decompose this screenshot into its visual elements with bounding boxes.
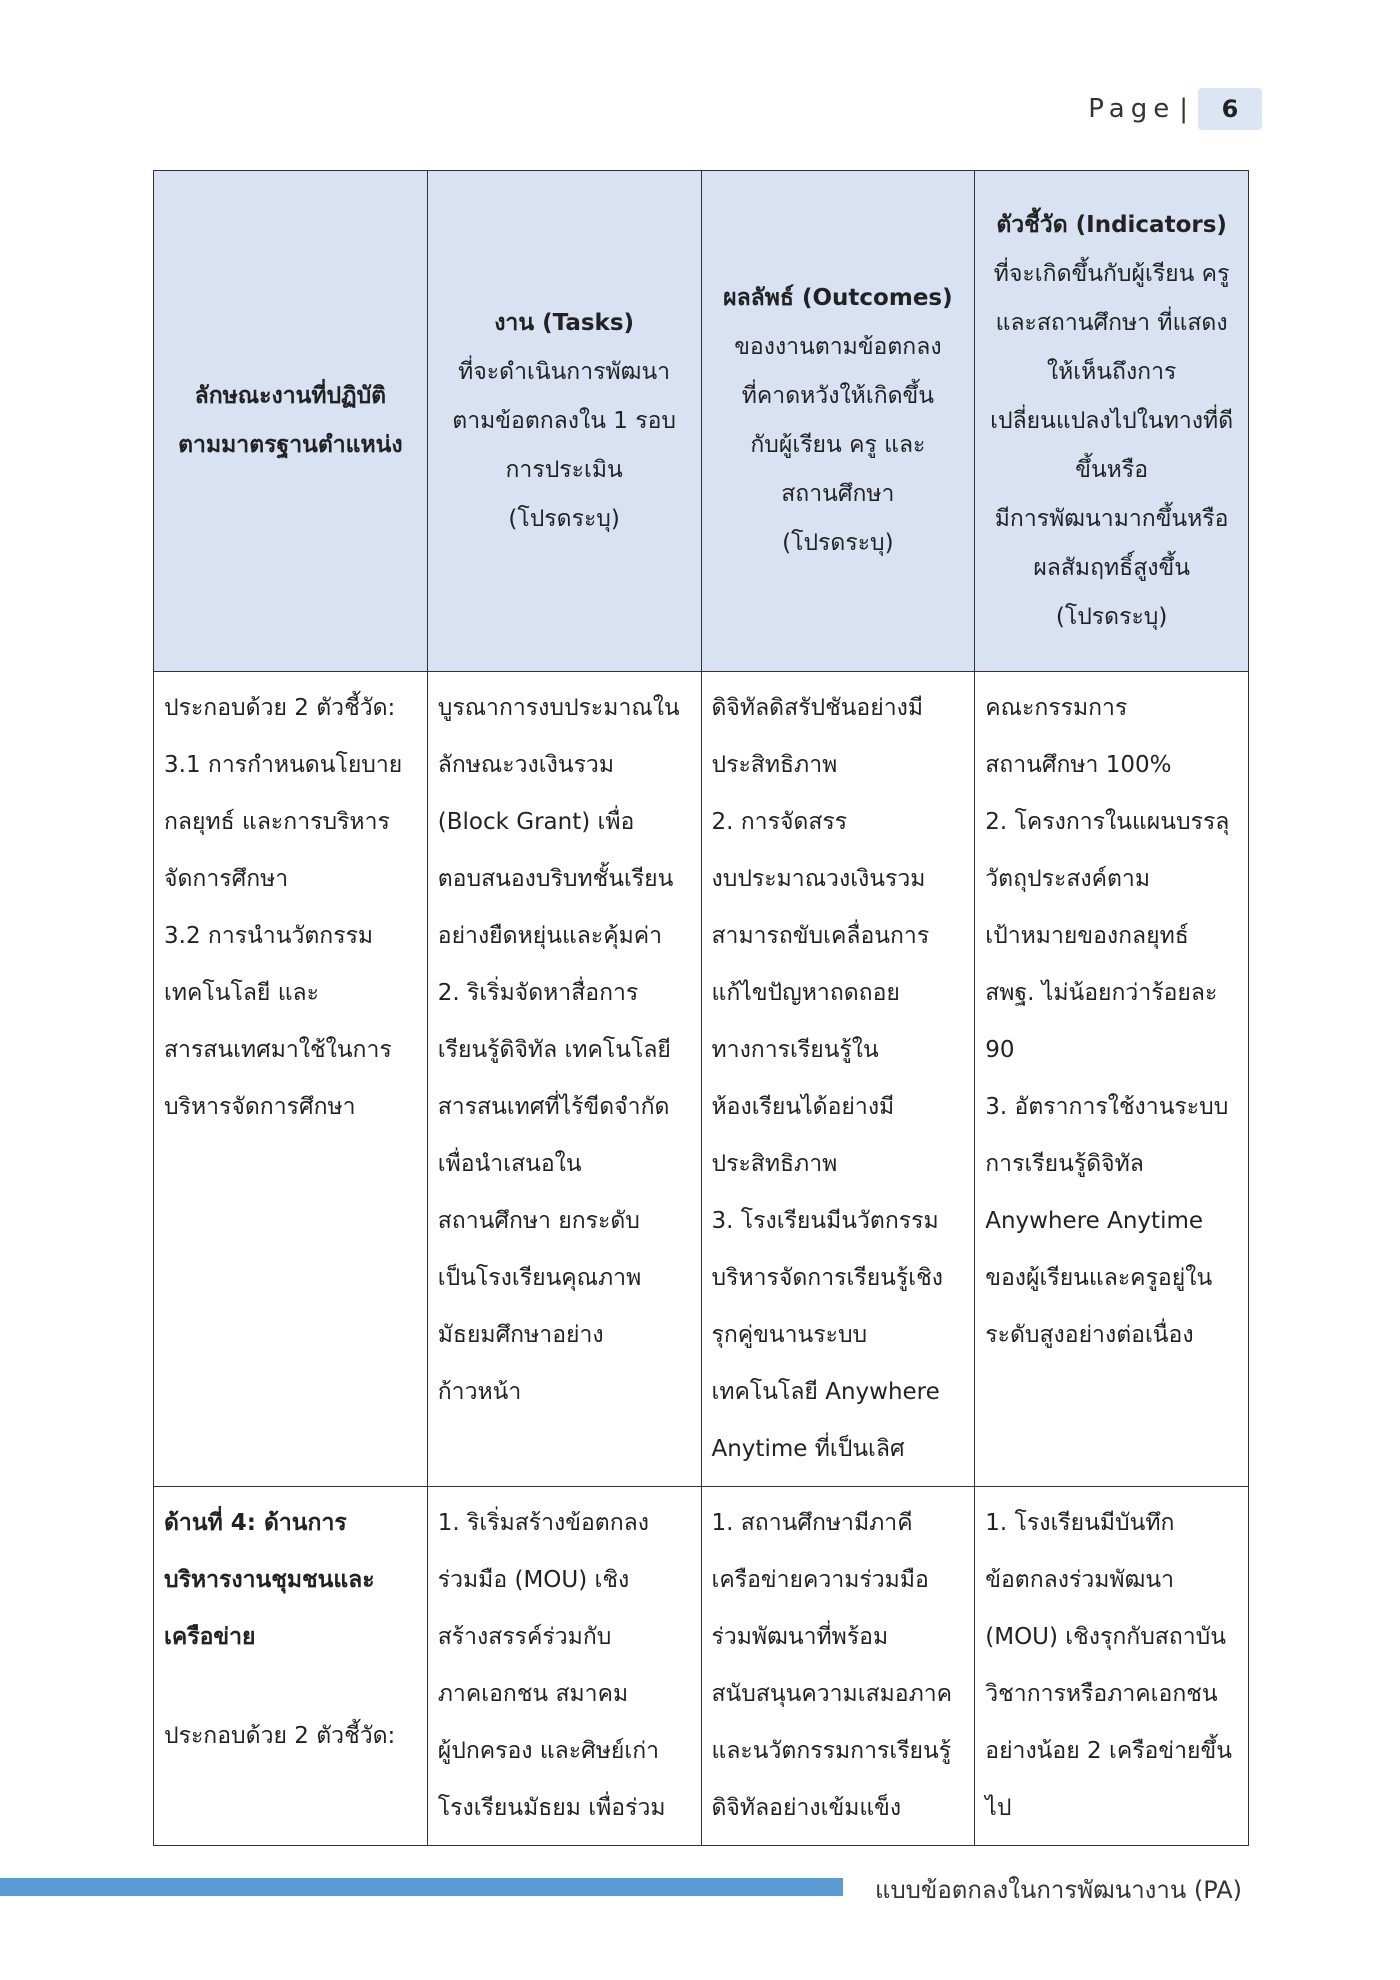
cell-line: ตอบสนองบริบทชั้นเรียน (437, 866, 674, 892)
table-cell (975, 1487, 1249, 1846)
header-line: ตัวชี้วัด (Indicators) (996, 211, 1227, 238)
cell-line: บริหารจัดการเรียนรู้เชิง (711, 1265, 943, 1291)
cell-line: คณะกรรมการ (985, 695, 1128, 721)
header-cell-indicators (975, 171, 1249, 672)
table-row (154, 1487, 1249, 1846)
cell-line: วัตถุประสงค์ตาม (985, 866, 1151, 892)
cell-line: ก้าวหน้า (437, 1379, 522, 1405)
page-header (1088, 88, 1262, 130)
header-line: ที่คาดหวังให้เกิดขึ้น (741, 383, 934, 409)
page-label: Page (1088, 94, 1176, 124)
cell-line: ประกอบด้วย 2 ตัวชี้วัด: (164, 695, 396, 721)
header-line: กับผู้เรียน ครู และ (750, 432, 926, 458)
table-cell (154, 1487, 428, 1846)
cell-line: 3. อัตราการใช้งานระบบ (985, 1094, 1229, 1120)
cell-line: ข้อตกลงร่วมพัฒนา (985, 1567, 1174, 1593)
cell-line: ด้านที่ 4: ด้านการ (164, 1510, 347, 1536)
header-line: การประเมิน (505, 456, 623, 483)
cell-line: บริหารงานชุมชนและ (164, 1567, 375, 1593)
cell-line: Anytime ที่เป็นเลิศ (711, 1436, 905, 1462)
cell-line: วิชาการหรือภาคเอกชน (985, 1681, 1218, 1707)
table-header-row (154, 171, 1249, 672)
header-line: ของงานตามข้อตกลง (734, 334, 942, 360)
cell-line: ของผู้เรียนและครูอยู่ใน (985, 1265, 1213, 1291)
cell-line: อย่างยืดหยุ่นและคุ้มค่า (437, 923, 663, 949)
footer-title: แบบข้อตกลงในการพัฒนางาน (PA) (874, 1876, 1242, 1904)
table-row (154, 672, 1249, 1487)
cell-line: กลยุทธ์ และการบริหาร (164, 809, 390, 835)
cell-line: สารสนเทศมาใช้ในการ (164, 1037, 392, 1063)
cell-line: ดิจิทัลอย่างเข้มแข็ง (711, 1795, 902, 1821)
header-line: ผลสัมฤทธิ์สูงขึ้น (1033, 554, 1190, 581)
cell-line: ระดับสูงอย่างต่อเนื่อง (985, 1322, 1194, 1348)
cell-line: ประสิทธิภาพ (711, 1151, 838, 1177)
cell-line: 1. ริเริ่มสร้างข้อตกลง (437, 1510, 649, 1536)
cell-line: 3. โรงเรียนมีนวัตกรรม (711, 1208, 939, 1234)
header-cell-tasks (427, 171, 701, 672)
cell-line: เป้าหมายของกลยุทธ์ (985, 923, 1189, 949)
cell-line: สารสนเทศที่ไร้ขีดจำกัด (437, 1094, 670, 1120)
cell-line: 1. โรงเรียนมีบันทึก (985, 1510, 1175, 1536)
cell-line: การเรียนรู้ดิจิทัล (985, 1151, 1144, 1177)
cell-line: สนับสนุนความเสมอภาค (711, 1681, 953, 1707)
cell-line: (Block Grant) เพื่อ (437, 809, 635, 835)
header-cell-outcomes (701, 171, 975, 672)
cell-line: ร่วมมือ (MOU) เชิง (437, 1567, 630, 1593)
header-line: งาน (Tasks) (494, 309, 635, 336)
header-line: เปลี่ยนแปลงไปในทางที่ดี (990, 407, 1234, 434)
cell-line: 2. โครงการในแผนบรรลุ (985, 809, 1230, 835)
cell-line: ลักษณะวงเงินรวม (437, 752, 615, 778)
pa-table (153, 170, 1249, 1846)
header-line: ตามข้อตกลงใน 1 รอบ (452, 407, 676, 434)
header-line: สถานศึกษา (781, 481, 895, 507)
header-line: (โปรดระบุ) (782, 530, 894, 556)
cell-line: สร้างสรรค์ร่วมกับ (437, 1624, 612, 1650)
cell-line: ประกอบด้วย 2 ตัวชี้วัด: (164, 1723, 396, 1749)
cell-line: บูรณาการงบประมาณใน (437, 695, 680, 721)
cell-line: 2. ริเริ่มจัดหาสื่อการ (437, 980, 639, 1006)
header-line: ลักษณะงานที่ปฏิบัติ (194, 383, 387, 409)
cell-line: เทคโนโลยี Anywhere (711, 1379, 940, 1405)
cell-line: สามารถขับเคลื่อนการ (711, 923, 930, 949)
cell-line: เพื่อนำเสนอใน (437, 1151, 582, 1177)
cell-line: เรียนรู้ดิจิทัล เทคโนโลยี (437, 1037, 671, 1063)
cell-line: โรงเรียนมัธยม เพื่อร่วม (437, 1795, 666, 1821)
cell-line: เป็นโรงเรียนคุณภาพ (437, 1265, 642, 1291)
cell-line: เครือข่าย (164, 1624, 256, 1650)
header-line: (โปรดระบุ) (508, 505, 620, 532)
cell-line: ทางการเรียนรู้ใน (711, 1037, 879, 1063)
header-line: มีการพัฒนามากขึ้นหรือ (994, 505, 1229, 532)
cell-line: 90 (985, 1037, 1015, 1063)
page-separator: | (1179, 94, 1188, 124)
cell-spacer (164, 1666, 417, 1708)
header-cell-standard (154, 171, 428, 672)
header-line: ที่จะดำเนินการพัฒนา (458, 358, 671, 385)
cell-line: แก้ไขปัญหาถดถอย (711, 980, 900, 1006)
cell-line: เครือข่ายความร่วมมือ (711, 1567, 929, 1593)
table-cell (975, 672, 1249, 1487)
table-cell (701, 672, 975, 1487)
cell-line: Anywhere Anytime (985, 1208, 1204, 1234)
cell-line: อย่างน้อย 2 เครือข่ายขึ้น (985, 1738, 1232, 1764)
cell-line: ผู้ปกครอง และศิษย์เก่า (437, 1738, 660, 1764)
header-line: และสถานศึกษา ที่แสดง (995, 309, 1228, 336)
cell-line: รุกคู่ขนานระบบ (711, 1322, 868, 1348)
cell-line: เทคโนโลยี และ (164, 980, 319, 1006)
cell-line: ประสิทธิภาพ (711, 752, 838, 778)
page-number: 6 (1198, 88, 1262, 130)
cell-line: จัดการศึกษา (164, 866, 289, 892)
cell-line: 3.2 การนำนวัตกรรม (164, 923, 374, 949)
cell-line: 3.1 การกำหนดนโยบาย (164, 752, 403, 778)
cell-line: และนวัตกรรมการเรียนรู้ (711, 1738, 952, 1764)
cell-line: (MOU) เชิงรุกกับสถาบัน (985, 1624, 1226, 1650)
header-line: ให้เห็นถึงการ (1046, 358, 1177, 385)
footer-bar (0, 1878, 843, 1896)
cell-line: ดิจิทัลดิสรัปชันอย่างมี (711, 695, 924, 721)
cell-line: ห้องเรียนได้อย่างมี (711, 1094, 895, 1120)
cell-line: งบประมาณวงเงินรวม (711, 866, 926, 892)
header-line: (โปรดระบุ) (1055, 603, 1168, 630)
cell-line: สพฐ. ไม่น้อยกว่าร้อยละ (985, 980, 1218, 1006)
header-line: ที่จะเกิดขึ้นกับผู้เรียน ครู (993, 260, 1230, 287)
header-line: ผลลัพธ์ (Outcomes) (723, 285, 953, 311)
table-cell (427, 1487, 701, 1846)
cell-line: ร่วมพัฒนาที่พร้อม (711, 1624, 889, 1650)
header-line: ขึ้นหรือ (1075, 456, 1149, 483)
cell-line: บริหารจัดการศึกษา (164, 1094, 356, 1120)
cell-line: 1. สถานศึกษามีภาคี (711, 1510, 913, 1536)
table-cell (154, 672, 428, 1487)
cell-line: มัธยมศึกษาอย่าง (437, 1322, 604, 1348)
table-cell (427, 672, 701, 1487)
cell-line: ไป (985, 1795, 1012, 1821)
cell-line: สถานศึกษา 100% (985, 752, 1172, 778)
cell-line: 2. การจัดสรร (711, 809, 848, 835)
cell-line: ภาคเอกชน สมาคม (437, 1681, 629, 1707)
table-cell (701, 1487, 975, 1846)
cell-line: สถานศึกษา ยกระดับ (437, 1208, 640, 1234)
header-line: ตามมาตรฐานตำแหน่ง (178, 432, 403, 458)
